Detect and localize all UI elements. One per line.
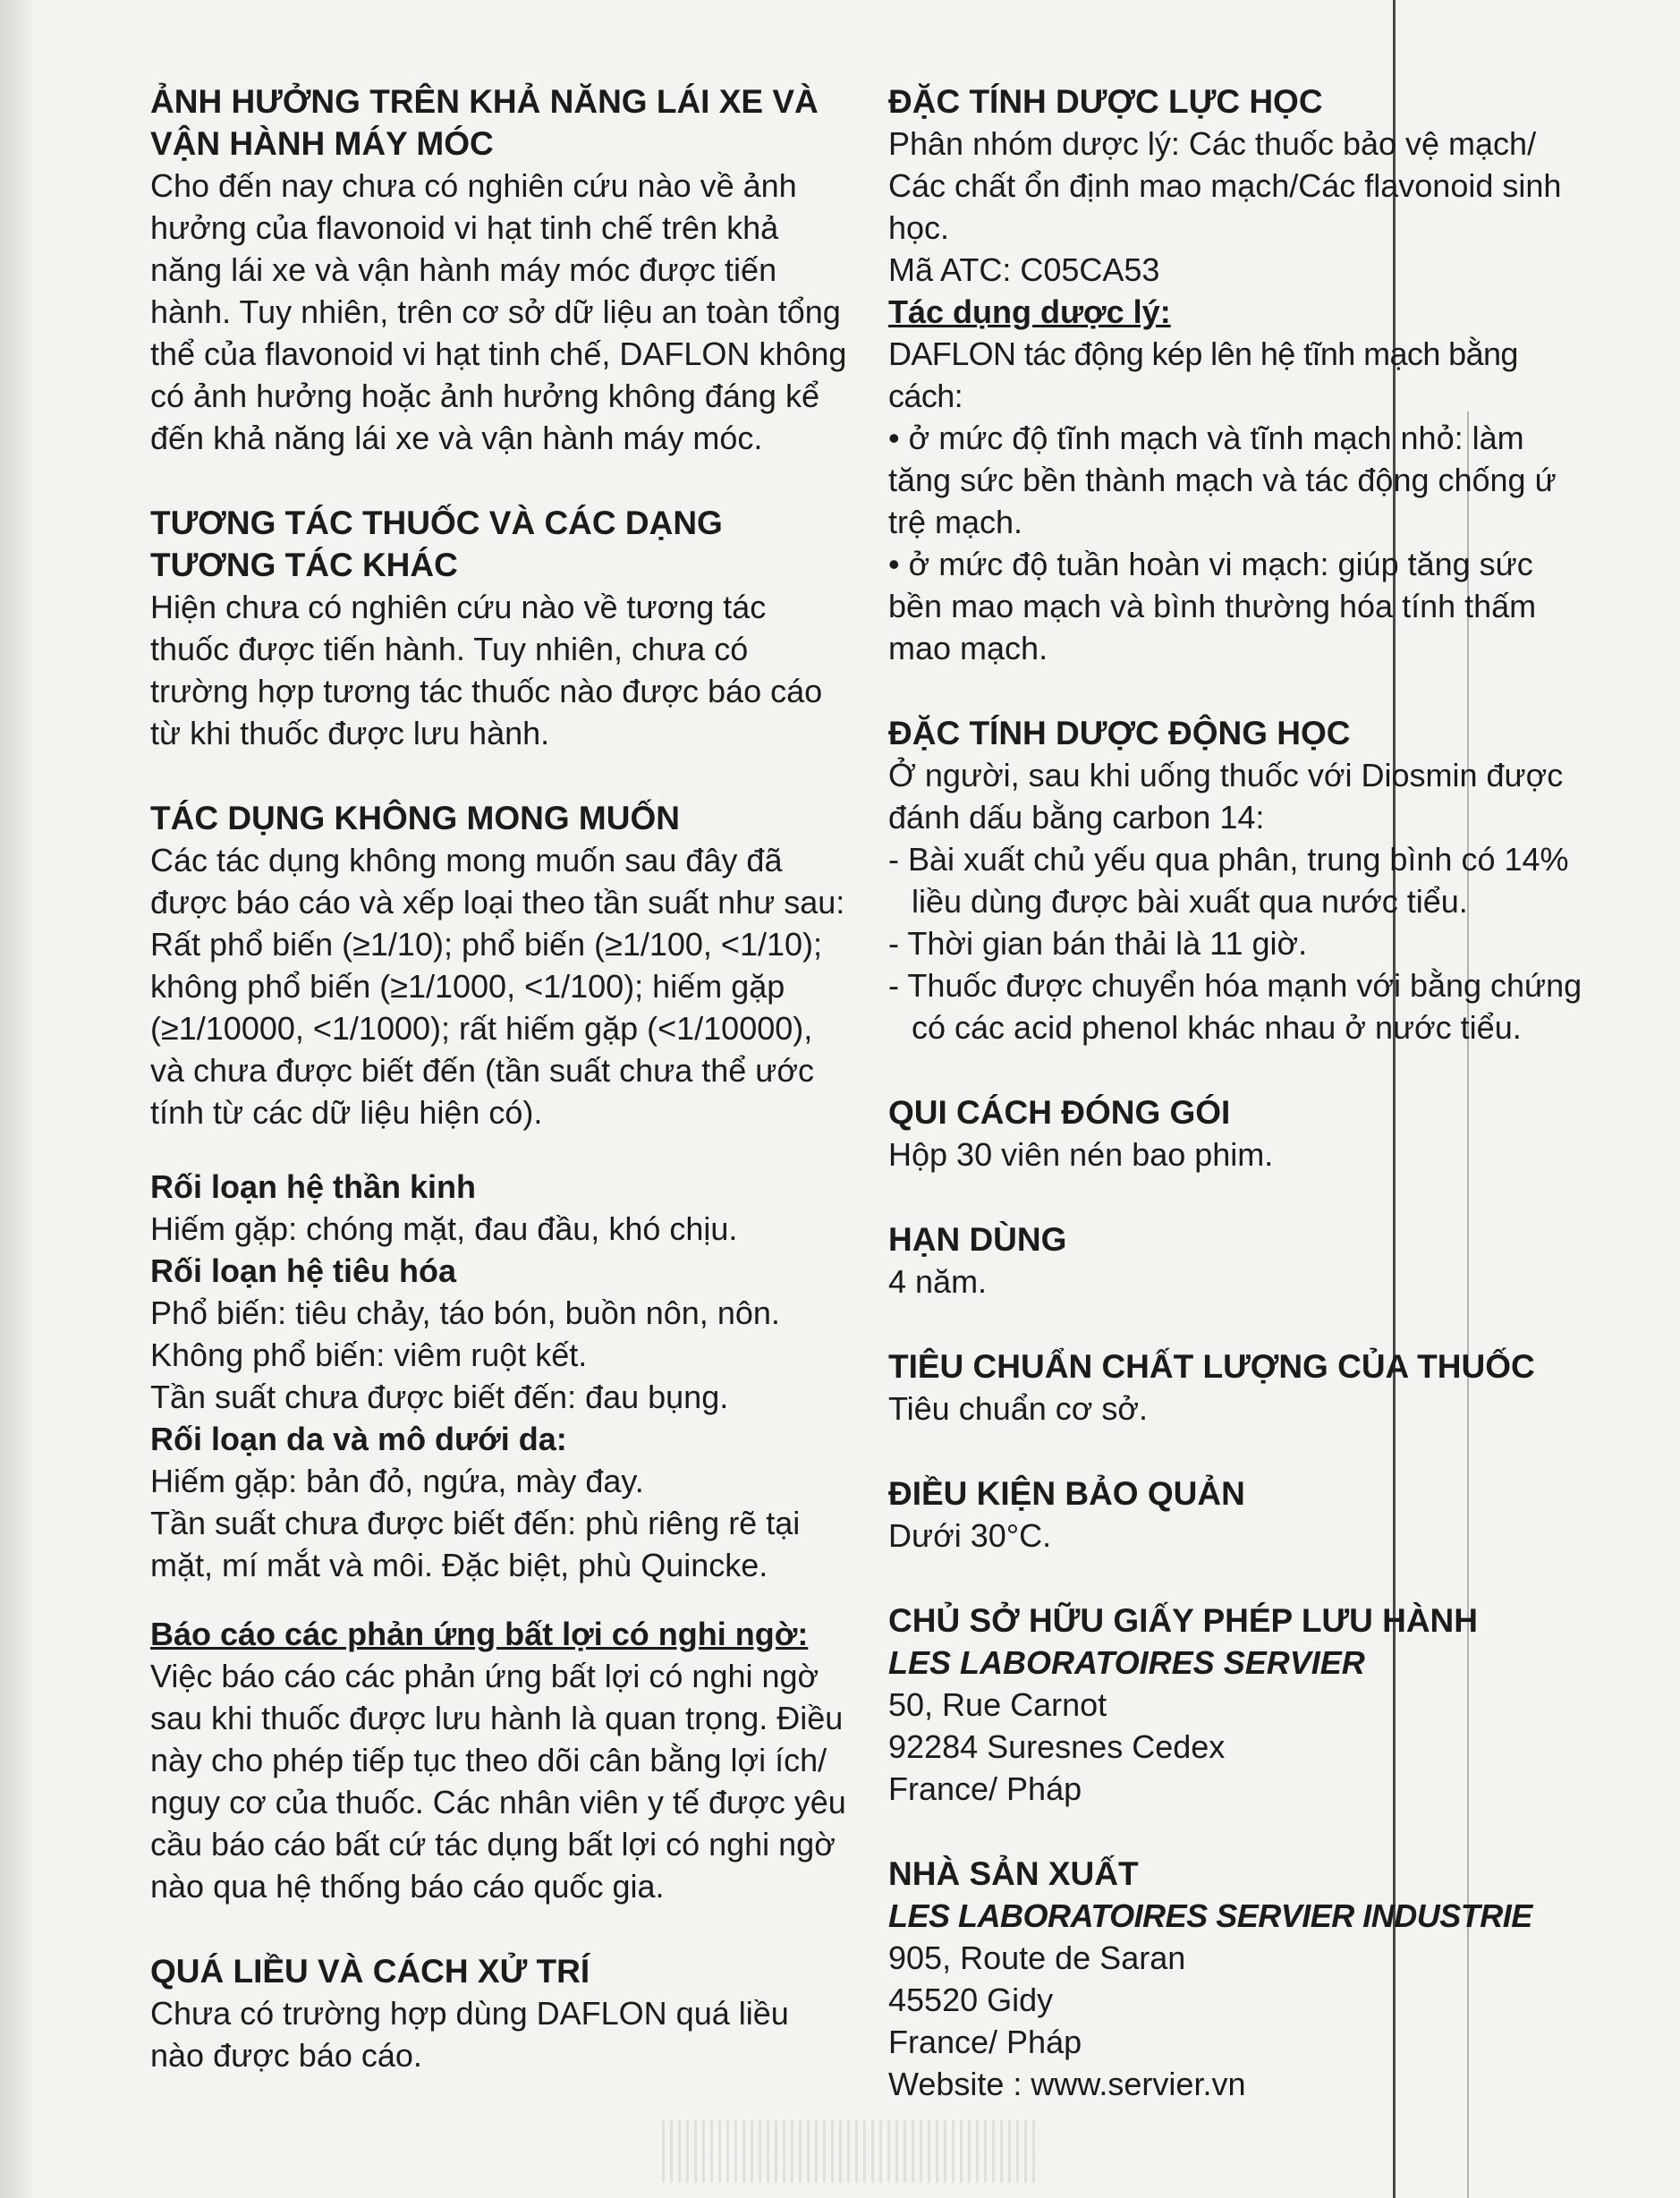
right-column [888, 81, 1595, 2148]
text-manufacturer-addr-1: 905, Route de Saran [888, 1939, 1186, 1976]
heading-driving: ẢNH HƯỞNG TRÊN KHẢ NĂNG LÁI XE VÀ VẬN HÀNH MÁY MÓC [150, 83, 819, 162]
text-effect-intro: DAFLON tác động kép lên hệ tĩnh mạch bằng cách: [888, 335, 1518, 414]
text-shelf-life: 4 năm. [888, 1263, 988, 1300]
text-digest-2: Không phổ biến: viêm ruột kết. [150, 1337, 588, 1373]
text-pk-item-1: - Bài xuất chủ yếu qua phân, trung bình có 14% liều dùng được bài xuất qua nước tiểu. [888, 841, 1569, 920]
text-pk-item-3: - Thuốc được chuyển hóa mạnh với bằng chứng có các acid phenol khác nhau ở nước tiểu. [888, 967, 1582, 1046]
text-reporting: Việc báo cáo các phản ứng bất lợi có nghi ngờ sau khi thuốc được lưu hành là quan trọng. Điều này cho phép tiếp tục theo dõi cân bằng lợi ích/ nguy cơ của thuốc. Các nhân viên y tế được yêu cầu báo cáo bất cứ tác dụng bất lợi có nghi ngờ nào qua hệ thống báo cáo quốc gia. [150, 1658, 846, 1905]
text-packaging: Hộp 30 viên nén bao phim. [888, 1136, 1274, 1173]
subheading-neuro: Rối loạn hệ thần kinh [150, 1168, 477, 1205]
heading-shelf-life: HẠN DÙNG [888, 1221, 1067, 1258]
section-quality [888, 1345, 1595, 1430]
text-interactions: Hiện chưa có nghiên cứu nào về tương tác thuốc được tiến hành. Tuy nhiên, chưa có trường hợp tương tác thuốc nào được báo cáo từ khi thuốc được lưu hành. [150, 589, 823, 751]
text-license-addr-1: 50, Rue Carnot [888, 1686, 1107, 1723]
section-license-holder [888, 1600, 1595, 1810]
section-pharmacodynamics [888, 81, 1595, 669]
text-digest-3: Tần suất chưa được biết đến: đau bụng. [150, 1379, 729, 1415]
text-license-company: LES LABORATOIRES SERVIER [888, 1644, 1365, 1681]
section-packaging [888, 1091, 1595, 1175]
subheading-skin: Rối loạn da và mô dưới da: [150, 1421, 567, 1457]
text-website: Website : www.servier.vn [888, 2066, 1246, 2102]
text-bullet-2: • ở mức độ tuần hoàn vi mạch: giúp tăng sức bền mao mạch và bình thường hóa tính thấm mao mạch. [888, 546, 1537, 666]
text-pharm-group: Phân nhóm dược lý: Các thuốc bảo vệ mạch/ Các chất ổn định mao mạch/Các flavonoid sinh học. [888, 125, 1562, 246]
text-atc: Mã ATC: C05CA53 [888, 251, 1160, 288]
text-skin-1: Hiếm gặp: bản đỏ, ngứa, mày đay. [150, 1463, 644, 1499]
heading-side-effects: TÁC DỤNG KHÔNG MONG MUỐN [150, 800, 680, 836]
text-overdose: Chưa có trường hợp dùng DAFLON quá liều nào được báo cáo. [150, 1995, 789, 2074]
text-neuro: Hiếm gặp: chóng mặt, đau đầu, khó chịu. [150, 1210, 738, 1247]
heading-pharmacodynamics: ĐẶC TÍNH DƯỢC LỰC HỌC [888, 83, 1323, 120]
text-pk-item-2: - Thời gian bán thải là 11 giờ. [888, 925, 1308, 962]
text-license-addr-3: France/ Pháp [888, 1770, 1082, 1807]
section-shelf-life [888, 1218, 1595, 1303]
section-pharmacokinetics [888, 712, 1595, 1048]
bleed-through-barcode [662, 2120, 1038, 2183]
text-quality: Tiêu chuẩn cơ sở. [888, 1390, 1149, 1427]
text-driving: Cho đến nay chưa có nghiên cứu nào về ảnh hưởng của flavonoid vi hạt tinh chế trên khả năng lái xe và vận hành máy móc được tiến hành. Tuy nhiên, trên cơ sở dữ liệu an toàn tổng thể của flavonoid vi hạt tinh chế, DAFLON không có ảnh hưởng hoặc ảnh hưởng không đáng kể đến khả năng lái xe và vận hành máy móc. [150, 167, 847, 456]
text-skin-2: Tần suất chưa được biết đến: phù riêng rẽ tại mặt, mí mắt và môi. Đặc biệt, phù Quincke. [150, 1505, 801, 1583]
text-bullet-1: • ở mức độ tĩnh mạch và tĩnh mạch nhỏ: làm tăng sức bền thành mạch và tác động chống ứ trệ mạch. [888, 420, 1557, 540]
section-manufacturer [888, 1853, 1595, 2105]
section-reporting [150, 1613, 848, 1907]
heading-reporting: Báo cáo các phản ứng bất lợi có nghi ngờ: [150, 1616, 809, 1652]
heading-overdose: QUÁ LIỀU VÀ CÁCH XỬ TRÍ [150, 1953, 590, 1990]
heading-interactions: TƯƠNG TÁC THUỐC VÀ CÁC DẠNG TƯƠNG TÁC KHÁC [150, 505, 723, 583]
heading-storage: ĐIỀU KIỆN BẢO QUẢN [888, 1475, 1245, 1512]
text-pk-intro: Ở người, sau khi uống thuốc với Diosmin được đánh dấu bằng carbon 14: [888, 757, 1564, 836]
subheading-digest: Rối loạn hệ tiêu hóa [150, 1252, 457, 1289]
section-side-effects [150, 797, 848, 1586]
text-storage: Dưới 30°C. [888, 1517, 1052, 1554]
text-digest-1: Phổ biến: tiêu chảy, táo bón, buồn nôn, nôn. [150, 1294, 780, 1331]
left-column [150, 81, 848, 2119]
text-manufacturer-addr-2: 45520 Gidy [888, 1982, 1054, 2018]
text-license-addr-2: 92284 Suresnes Cedex [888, 1728, 1226, 1765]
heading-quality: TIÊU CHUẨN CHẤT LƯỢNG CỦA THUỐC [888, 1348, 1535, 1385]
subheading-effect: Tác dụng dược lý: [888, 293, 1171, 330]
heading-license-holder: CHỦ SỞ HỮU GIẤY PHÉP LƯU HÀNH [888, 1602, 1478, 1639]
heading-manufacturer: NHÀ SẢN XUẤT [888, 1855, 1139, 1892]
section-driving [150, 81, 848, 459]
text-manufacturer-addr-3: France/ Pháp [888, 2024, 1082, 2060]
section-overdose [150, 1950, 848, 2076]
text-manufacturer-company: LES LABORATOIRES SERVIER INDUSTRIE [888, 1897, 1532, 1934]
section-interactions [150, 502, 848, 754]
section-storage [888, 1472, 1595, 1557]
heading-packaging: QUI CÁCH ĐÓNG GÓI [888, 1094, 1231, 1131]
heading-pharmacokinetics: ĐẶC TÍNH DƯỢC ĐỘNG HỌC [888, 715, 1351, 751]
page-edge-shadow [0, 0, 36, 2198]
text-side-effects: Các tác dụng không mong muốn sau đây đã được báo cáo và xếp loại theo tần suất như sau: Rất phổ biến (≥1/10); phổ biến (≥1/100, <1/10); không phổ biến (≥1/1000, <1/100); hiếm gặp (≥1/10000, <1/1000); rất hiếm gặp (<1/10000), và chưa được biết đến (tần suất chưa thể ước tính từ các dữ liệu hiện có). [150, 842, 845, 1131]
